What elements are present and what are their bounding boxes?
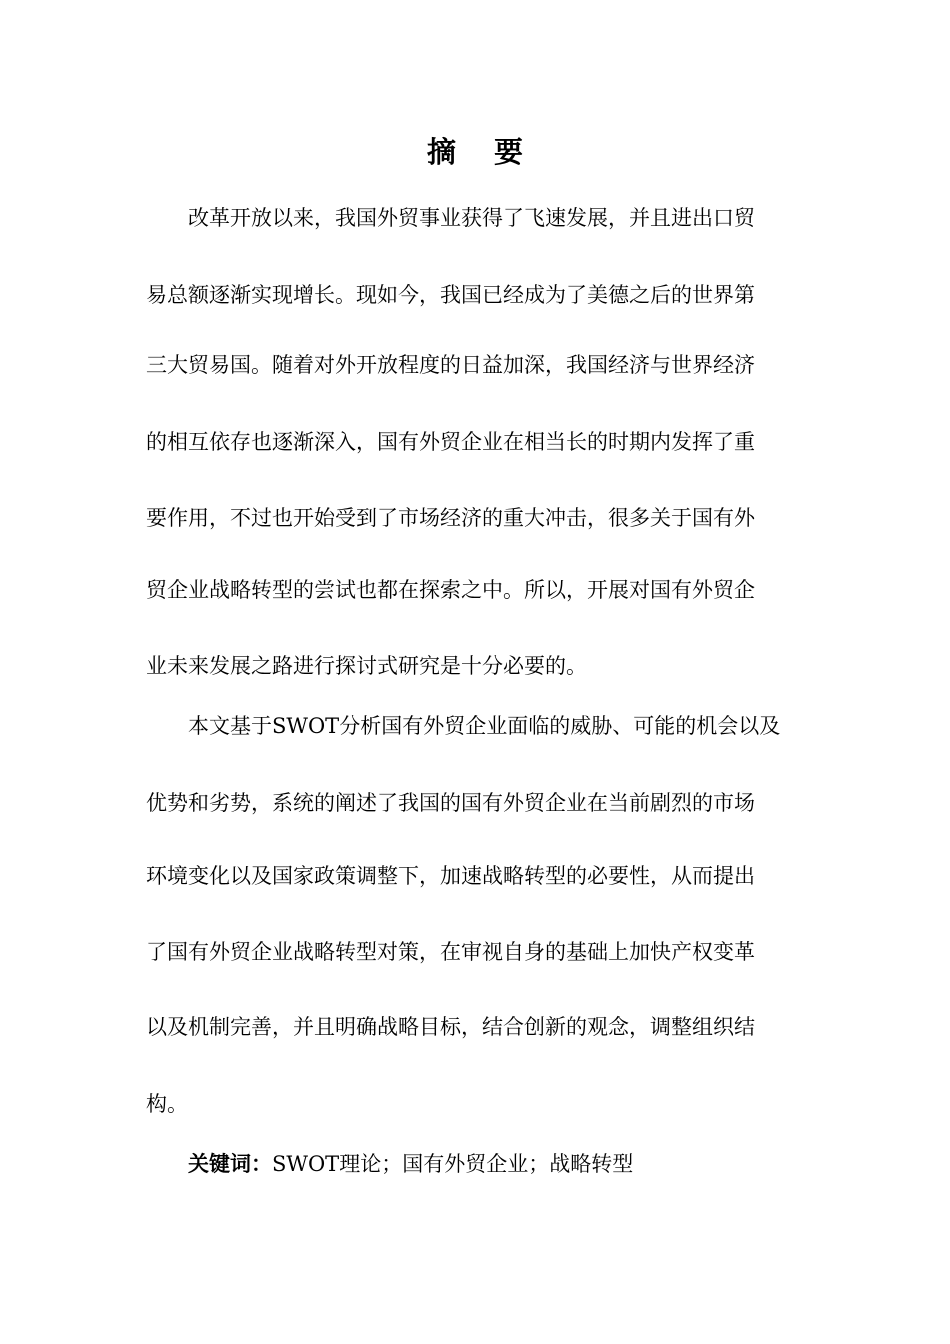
- paragraph-2-line-3: 环境变化以及国家政策调整下，加速战略转型的必要性，从而提出: [146, 864, 755, 888]
- paragraph-2-line-1: 本文基于SWOT分析国有外贸企业面临的威胁、可能的机会以及: [188, 714, 781, 738]
- keywords-text: SWOT理论；国有外贸企业；战略转型: [272, 1152, 634, 1176]
- keywords-line: [188, 1149, 633, 1179]
- paragraph-1-line-7: 业未来发展之路进行探讨式研究是十分必要的。: [146, 654, 587, 678]
- paragraph-2-line-5: 以及机制完善，并且明确战略目标，结合创新的观念，调整组织结: [146, 1015, 755, 1039]
- paragraph-2-line-6: 构。: [146, 1092, 188, 1116]
- paragraph-1-line-4: 的相互依存也逐渐深入，国有外贸企业在相当长的时期内发挥了重: [146, 430, 755, 454]
- paragraph-1-line-1: 改革开放以来，我国外贸事业获得了飞速发展，并且进出口贸: [188, 206, 755, 230]
- keywords-label: 关键词：: [188, 1152, 272, 1176]
- paragraph-1-line-6: 贸企业战略转型的尝试也都在探索之中。所以，开展对国有外贸企: [146, 578, 755, 602]
- paragraph-1-line-2: 易总额逐渐实现增长。现如今，我国已经成为了美德之后的世界第: [146, 283, 755, 307]
- paragraph-2-line-2: 优势和劣势，系统的阐述了我国的国有外贸企业在当前剧烈的市场: [146, 791, 755, 815]
- paragraph-1-line-3: 三大贸易国。随着对外开放程度的日益加深，我国经济与世界经济: [146, 353, 755, 377]
- paragraph-2-line-4: 了国有外贸企业战略转型对策，在审视自身的基础上加快产权变革: [146, 940, 755, 964]
- abstract-title: 摘 要: [426, 135, 538, 169]
- paragraph-1-line-5: 要作用，不过也开始受到了市场经济的重大冲击，很多关于国有外: [146, 506, 755, 530]
